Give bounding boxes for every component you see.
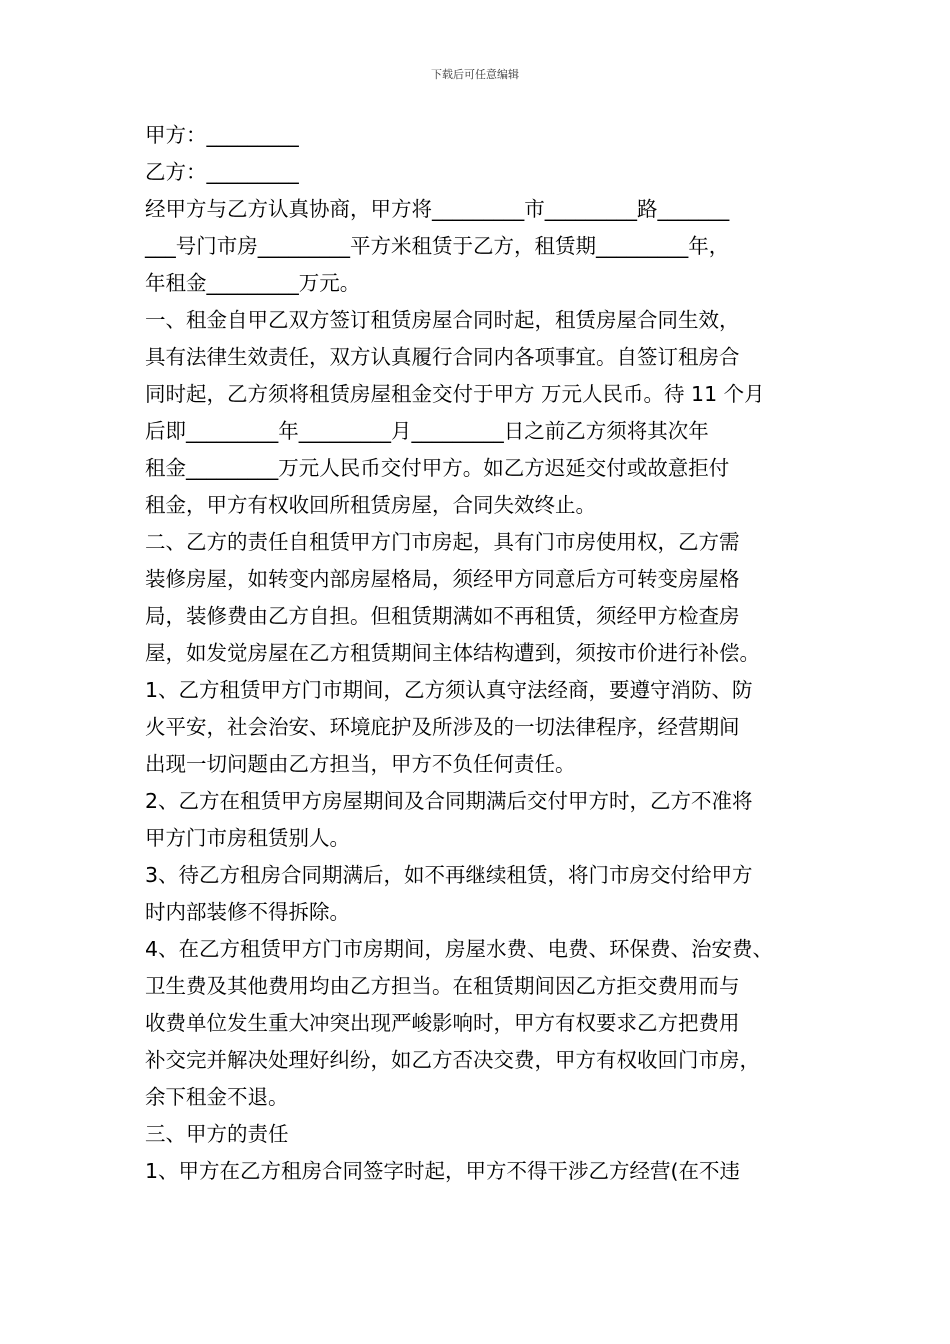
section-1-line-4: 后即_________年_________月_________日之前乙方须将其次年 bbox=[145, 419, 709, 443]
section-1-line-3: 同时起，乙方须将租赁房屋租金交付于甲方 万元人民币。待 11 个月 bbox=[145, 382, 765, 406]
clause-2-3-line-1: 3、待乙方租房合同期满后，如不再继续租赁，将门市房交付给甲方 bbox=[145, 863, 753, 887]
section-1-line-2: 具有法律生效责任，双方认真履行合同内各项事宜。自签订租房合 bbox=[145, 345, 740, 369]
clause-3-1-line-1: 1、甲方在乙方租房合同签字时起，甲方不得干涉乙方经营(在不违 bbox=[145, 1159, 741, 1183]
clause-2-2-line-2: 甲方门市房租赁别人。 bbox=[145, 826, 350, 850]
clause-2-1-line-3: 出现一切问题由乙方担当，甲方不负任何责任。 bbox=[145, 752, 576, 776]
contract-body bbox=[145, 117, 825, 1190]
section-2-line-2: 装修房屋，如转变内部房屋格局，须经甲方同意后方可转变房屋格 bbox=[145, 567, 740, 591]
section-2-line-3: 局，装修费由乙方自担。但租赁期满如不再租赁，须经甲方检查房 bbox=[145, 604, 740, 628]
section-1-line-5: 租金_________万元人民币交付甲方。如乙方迟延交付或故意拒付 bbox=[145, 456, 730, 480]
section-1-line-6: 租金，甲方有权收回所租赁房屋，合同失效终止。 bbox=[145, 493, 596, 517]
clause-2-4-line-2: 卫生费及其他费用均由乙方担当。在租赁期间因乙方拒交费用而与 bbox=[145, 974, 740, 998]
section-2-line-4: 屋，如发觉房屋在乙方租赁期间主体结构遭到，须按市价进行补偿。 bbox=[145, 641, 760, 665]
intro-line-2: ___号门市房_________平方米租赁于乙方，租赁期_________年， bbox=[145, 234, 730, 258]
clause-2-1-line-2: 火平安，社会治安、环境庇护及所涉及的一切法律程序，经营期间 bbox=[145, 715, 740, 739]
section-3-heading: 三、甲方的责任 bbox=[145, 1122, 289, 1146]
intro-line-1: 经甲方与乙方认真协商，甲方将_________市_________路_______ bbox=[145, 197, 730, 221]
intro-line-3: 年租金_________万元。 bbox=[145, 271, 361, 295]
section-2-line-1: 二、乙方的责任自租赁甲方门市房起，具有门市房使用权，乙方需 bbox=[145, 530, 740, 554]
party-b-line: 乙方：_________ bbox=[145, 160, 299, 184]
clause-2-4-line-3: 收费单位发生重大冲突出现严峻影响时，甲方有权要求乙方把费用 bbox=[145, 1011, 740, 1035]
clause-2-4-line-5: 余下租金不退。 bbox=[145, 1085, 289, 1109]
party-a-line: 甲方：_________ bbox=[145, 123, 299, 147]
clause-2-4-line-4: 补交完并解决处理好纠纷，如乙方否决交费，甲方有权收回门市房， bbox=[145, 1048, 760, 1072]
clause-2-1-line-1: 1、乙方租赁甲方门市期间，乙方须认真守法经商，要遵守消防、防 bbox=[145, 678, 753, 702]
clause-2-3-line-2: 时内部装修不得拆除。 bbox=[145, 900, 350, 924]
section-1-line-1: 一、租金自甲乙双方签订租赁房屋合同时起，租赁房屋合同生效， bbox=[145, 308, 740, 332]
page-header-note: 下载后可任意编辑 bbox=[431, 68, 519, 81]
clause-2-2-line-1: 2、乙方在租赁甲方房屋期间及合同期满后交付甲方时，乙方不准将 bbox=[145, 789, 753, 813]
clause-2-4-line-1: 4、在乙方租赁甲方门市房期间，房屋水费、电费、环保费、治安费、 bbox=[145, 937, 774, 961]
